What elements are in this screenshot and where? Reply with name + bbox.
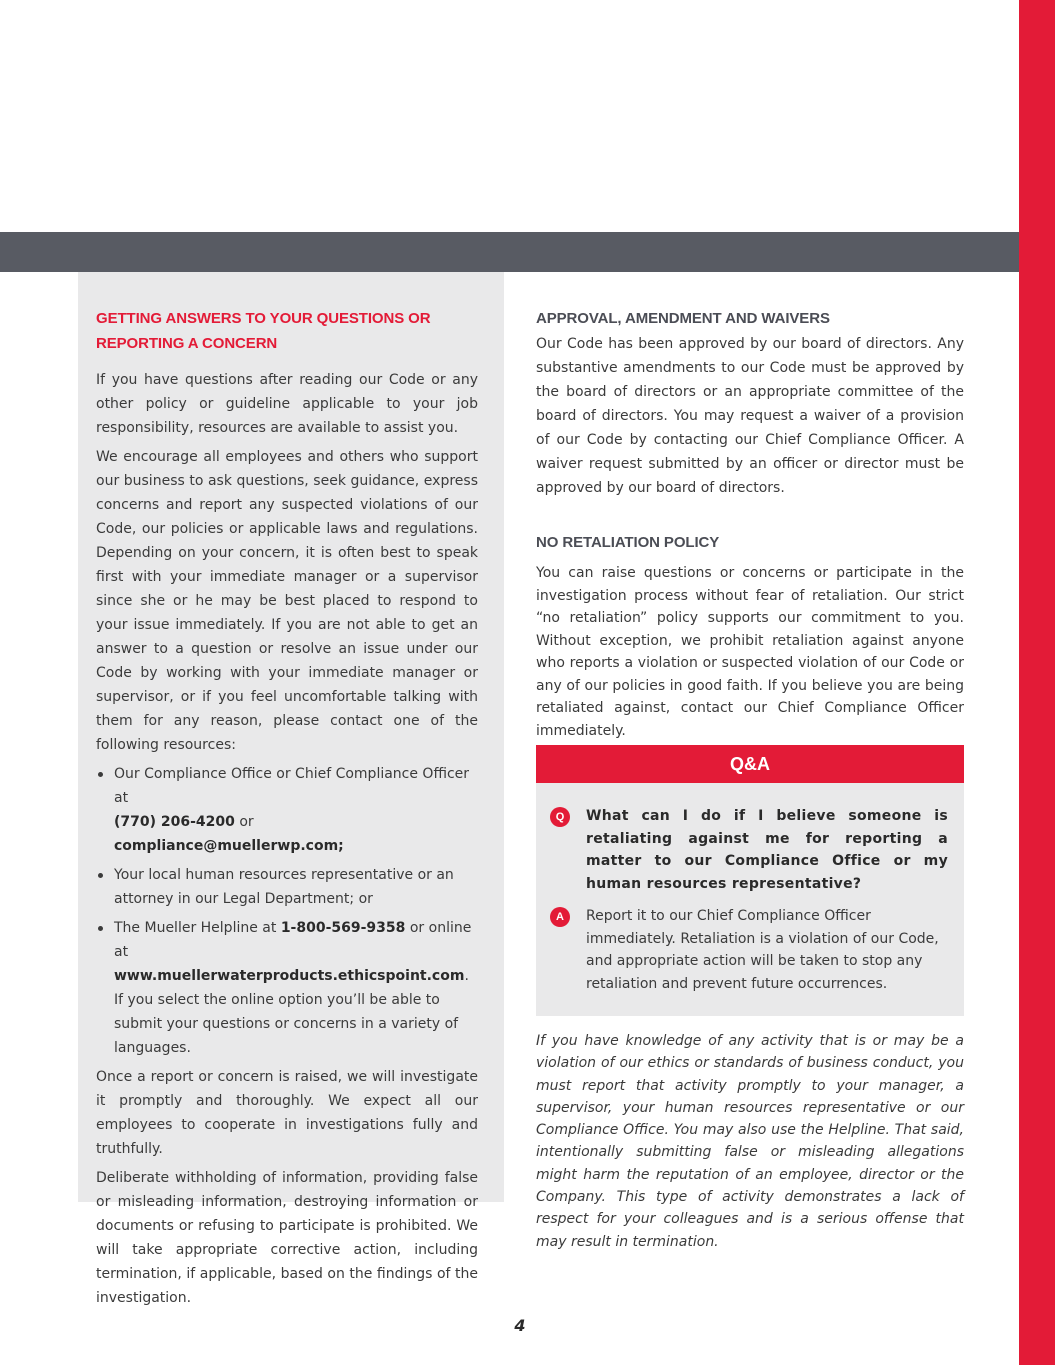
paragraph: Deliberate withholding of information, providing false or misleading information, destroying information or documents or refusing to participate is prohibited. We will take appropriate corrective action, including termination, if applicable, based on the findings of the investigation. bbox=[96, 1170, 478, 1306]
bullet-icon bbox=[98, 926, 103, 931]
paragraph: You can raise questions or concerns or participate in the investigation process without fear of retaliation. Our strict “no retaliation” policy supports our commitment to you. Without exception, we prohibit retaliation against anyone who reports a violation or suspected violation of our Code or any of our policies in good faith. If you believe you are being retaliated against, contact our Chief Compliance Officer immediately. bbox=[536, 565, 964, 739]
qa-title: Q&A bbox=[536, 745, 964, 783]
qa-question: What can I do if I believe someone is retaliating against me for reporting a matter to our Compliance Office or my human resources representative? bbox=[586, 808, 948, 892]
left-column bbox=[96, 306, 478, 1315]
bullet-icon bbox=[98, 772, 103, 777]
paragraph: We encourage all employees and others who support our business to ask questions, seek guidance, express concerns and report any suspected violations of our Code, our policies or applicable laws and regulations. Depending on your concern, it is often best to speak first with your immediate manager or a supervisor since she or he may be best placed to respond to your issue immediately. If you are not able to get an answer to a question or resolve an issue under our Code by working with your immediate manager or supervisor, or if you feel uncomfortable talking with them for any reason, please contact one of the following resources: bbox=[96, 449, 478, 753]
section-heading-getting-answers: GETTING ANSWERS TO YOUR QUESTIONS OR REPORTING A CONCERN bbox=[96, 310, 431, 352]
page-number: 4 bbox=[514, 1316, 526, 1335]
compliance-phone: (770) 206-4200 bbox=[114, 814, 235, 830]
right-column bbox=[536, 306, 964, 742]
bullet-icon bbox=[98, 873, 103, 878]
resources-list bbox=[96, 762, 478, 1060]
compliance-email: compliance@muellerwp.com; bbox=[114, 838, 344, 854]
list-item: Your local human resources representative or an attorney in our Legal Department; or bbox=[96, 863, 478, 911]
header-band bbox=[0, 232, 1019, 272]
qa-box bbox=[536, 745, 964, 1016]
section-heading-approval: APPROVAL, AMENDMENT AND WAIVERS bbox=[536, 310, 830, 327]
paragraph: Our Code has been approved by our board of directors. Any substantive amendments to our Code must be approved by the board of directors or an appropriate committee of the board of directors. You may request a waiver of a provision of our Code by contacting our Chief Compliance Officer. A waiver request submitted by an officer or director must be approved by our board of directors. bbox=[536, 336, 964, 496]
qa-answer-row bbox=[550, 905, 948, 995]
right-edge-bar bbox=[1019, 0, 1055, 1365]
answer-icon: A bbox=[550, 907, 570, 927]
helpline-phone: 1-800-569-9358 bbox=[280, 920, 406, 936]
section-heading-no-retaliation: NO RETALIATION POLICY bbox=[536, 534, 720, 551]
paragraph: Once a report or concern is raised, we will investigate it promptly and thoroughly. We expect all our employees to cooperate in investigations fully and truthfully. bbox=[96, 1069, 478, 1157]
qa-question-row bbox=[550, 805, 948, 895]
list-item: The Mueller Helpline at 1-800-569-9358 or online at www.muellerwaterproducts.ethicspoint.com. If you select the online option you’ll be able to submit your questions or concerns in a variety of languages. bbox=[96, 916, 478, 1060]
paragraph: If you have questions after reading our Code or any other policy or guideline applicable to your job responsibility, resources are available to assist you. bbox=[96, 372, 478, 436]
closing-paragraph: If you have knowledge of any activity that is or may be a violation of our ethics or standards of business conduct, you must report that activity promptly to your manager, a supervisor, your human resources representative or our Compliance Office. You may also use the Helpline. That said, intentionally submitting false or misleading allegations might harm the reputation of an employee, director or the Company. This type of activity demonstrates a lack of respect for your colleagues and is a serious offense that may result in termination. bbox=[536, 1033, 964, 1250]
question-icon: Q bbox=[550, 807, 570, 827]
list-item: Our Compliance Office or Chief Compliance Officer at (770) 206-4200 or compliance@muellerwp.com; bbox=[96, 762, 478, 858]
helpline-url: www.muellerwaterproducts.ethicspoint.com bbox=[114, 968, 465, 984]
qa-answer: Report it to our Chief Compliance Officer immediately. Retaliation is a violation of our Code, and appropriate action will be taken to stop any retaliation and prevent future occurrences. bbox=[586, 908, 939, 992]
